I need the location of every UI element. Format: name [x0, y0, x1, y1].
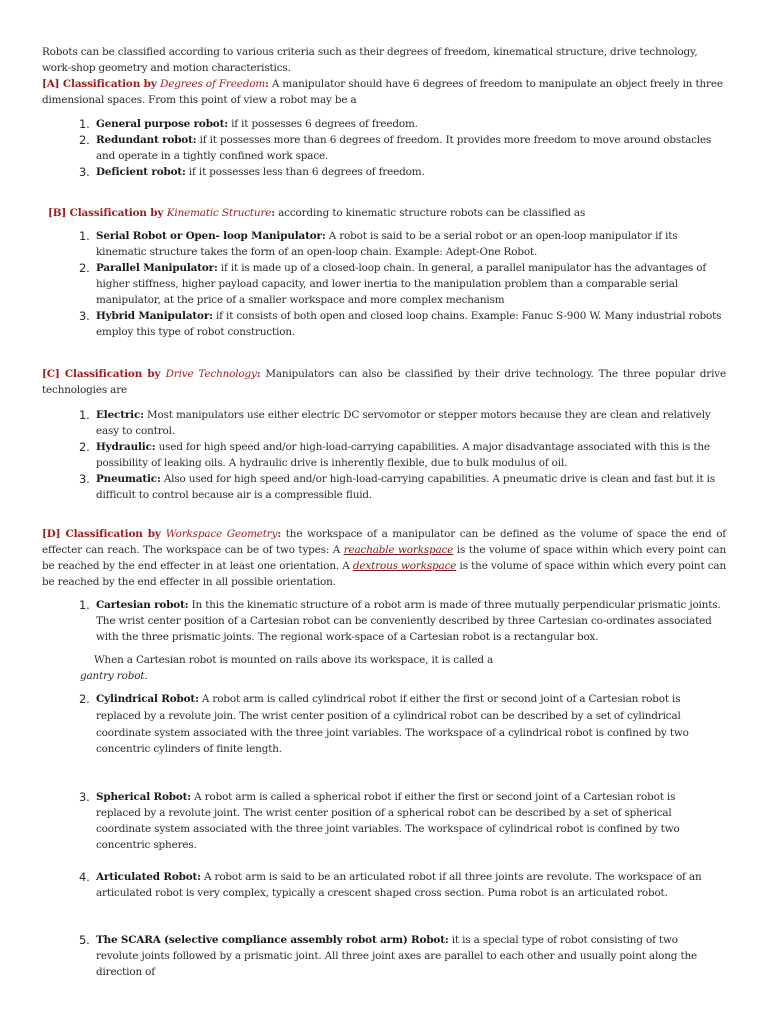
list-item: 3. Deficient robot: if it possesses less than 6 degrees of freedom.	[79, 165, 425, 179]
list-item: 4. Articulated Robot: A robot arm is said to be an articulated robot if all three joints are revolute. The workspace of an articulated robot is very complex, typically a crescent shaped cross section. Puma robot is an articulated robot.	[79, 870, 702, 899]
intro-paragraph: Robots can be classified according to various criteria such as their degrees of freedom, kinematical structure, drive technology, work-shop geometry and motion characteristics.	[42, 46, 698, 74]
section-c-paragraph: [C] Classification by Drive Technology: Manipulators can also be classified by their drive technology. The three popular drive technologies are	[42, 368, 727, 396]
section-d-list-5	[42, 932, 722, 980]
gantry-term: gantry robot.	[80, 670, 148, 682]
section-d-list-4	[42, 869, 722, 901]
section-b-list	[42, 228, 722, 340]
list-item: 3. Hybrid Manipulator: if it consists of both open and closed loop chains. Example: Fanuc S-900 W. Many industrial robots employ this type of robot construction.	[79, 309, 722, 338]
dextrous-workspace-term: dextrous workspace	[352, 560, 457, 572]
list-item: 2. Parallel Manipulator: if it is made up of a closed-loop chain. In general, a parallel manipulator has the advantages of higher stiffness, higher payload capacity, and lower inertia to the manipulation problem than a comparable serial manipulator, at the price of a smaller workspace and more complex mechanism	[79, 261, 707, 306]
list-item: 1. Cartesian robot: In this the kinematic structure of a robot arm is made of three mutually perpendicular prismatic joints. The wrist center position of a Cartesian robot can be conveniently described by three Cartesian co-ordinates associated with the three prismatic joints. The regional work-space of a Cartesian robot is a rectangular box.	[79, 598, 721, 643]
list-item: 3. Spherical Robot: A robot arm is called a spherical robot if either the first or second joint of a Cartesian robot is replaced by a revolute joint. The wrist center position of a spherical robot can be described by a set of spherical coordinate system associated with the three joint variables. The workspace of cylindrical robot is confined by two concentric spheres.	[79, 790, 680, 851]
list-item: 2. Hydraulic: used for high speed and/or high-load-carrying capabilities. A major disadvantage associated with this is the possibility of leaking oils. A hydraulic drive is inherently flexible, due to bulk modulus of oil.	[79, 440, 710, 469]
section-d-list-3	[42, 789, 722, 853]
list-item: 1. Serial Robot or Open- loop Manipulator: A robot is said to be a serial robot or an open-loop manipulator if its kinematic structure takes the form of an open-loop chain. Example: Adept-One Robot.	[79, 229, 678, 258]
gantry-note: When a Cartesian robot is mounted on rails above its workspace, it is called a gantry robot.	[94, 652, 654, 684]
list-item: 2. Cylindrical Robot: A robot arm is called cylindrical robot if either the first or second joint of a Cartesian robot is replaced by a revolute join. The wrist center position of a cylindrical robot can be described by a set of cylindrical coordinate system associated with the three joint variables. The workspace of a cylindrical robot is confined by two concentric cylinders of finite length.	[79, 692, 689, 756]
section-b-paragraph: [B] Classification by Kinematic Structure: according to kinematic structure robots can be classified as	[48, 207, 586, 219]
section-d-heading: [D] Classification by Workspace Geometry:	[42, 528, 282, 540]
list-item: 3. Pneumatic: Also used for high speed and/or high-load-carrying capabilities. A pneumatic drive is clean and fast but it is difficult to control because air is a compressible fluid.	[79, 472, 716, 501]
section-c-list	[42, 407, 722, 503]
list-item: 2. Redundant robot: if it possesses more than 6 degrees of freedom. It provides more freedom to move around obstacles and operate in a tightly confined work space.	[79, 133, 712, 162]
section-d-list-2	[42, 691, 722, 758]
section-d-paragraph: [D] Classification by Workspace Geometry: the workspace of a manipulator can be defined as the volume of space the end of effecter can reach. The workspace can be of two types: A reachable workspace is the volume of space within which every point can be reached by the end effecter in at least one orientation. A dextrous workspace is the volume of space within which every point can be reached by the end effecter in all possible orientation.	[42, 528, 727, 588]
list-item: 5. The SCARA (selective compliance assembly robot arm) Robot: it is a special type of robot consisting of two revolute joints followed by a prismatic joint. All three joint axes are parallel to each other and usually point along the direction of	[79, 933, 698, 978]
section-c-heading: [C] Classification by Drive Technology:	[42, 368, 261, 380]
reachable-workspace-term: reachable workspace	[343, 544, 454, 556]
list-item: 1. Electric: Most manipulators use either electric DC servomotor or stepper motors because they are clean and relatively easy to control.	[79, 408, 711, 437]
section-b-heading: [B] Classification by Kinematic Structure:	[48, 207, 275, 219]
list-item: 1. General purpose robot: if it possesses 6 degrees of freedom.	[79, 117, 418, 131]
section-a-heading: [A] Classification by Degrees of Freedom:	[42, 78, 269, 90]
section-a-paragraph: [A] Classification by Degrees of Freedom: A manipulator should have 6 degrees of freedom to manipulate an object freely in three dimensional spaces. From this point of view a robot may be a	[42, 78, 723, 106]
section-a-list	[42, 116, 722, 180]
section-d-list-1	[42, 597, 722, 645]
